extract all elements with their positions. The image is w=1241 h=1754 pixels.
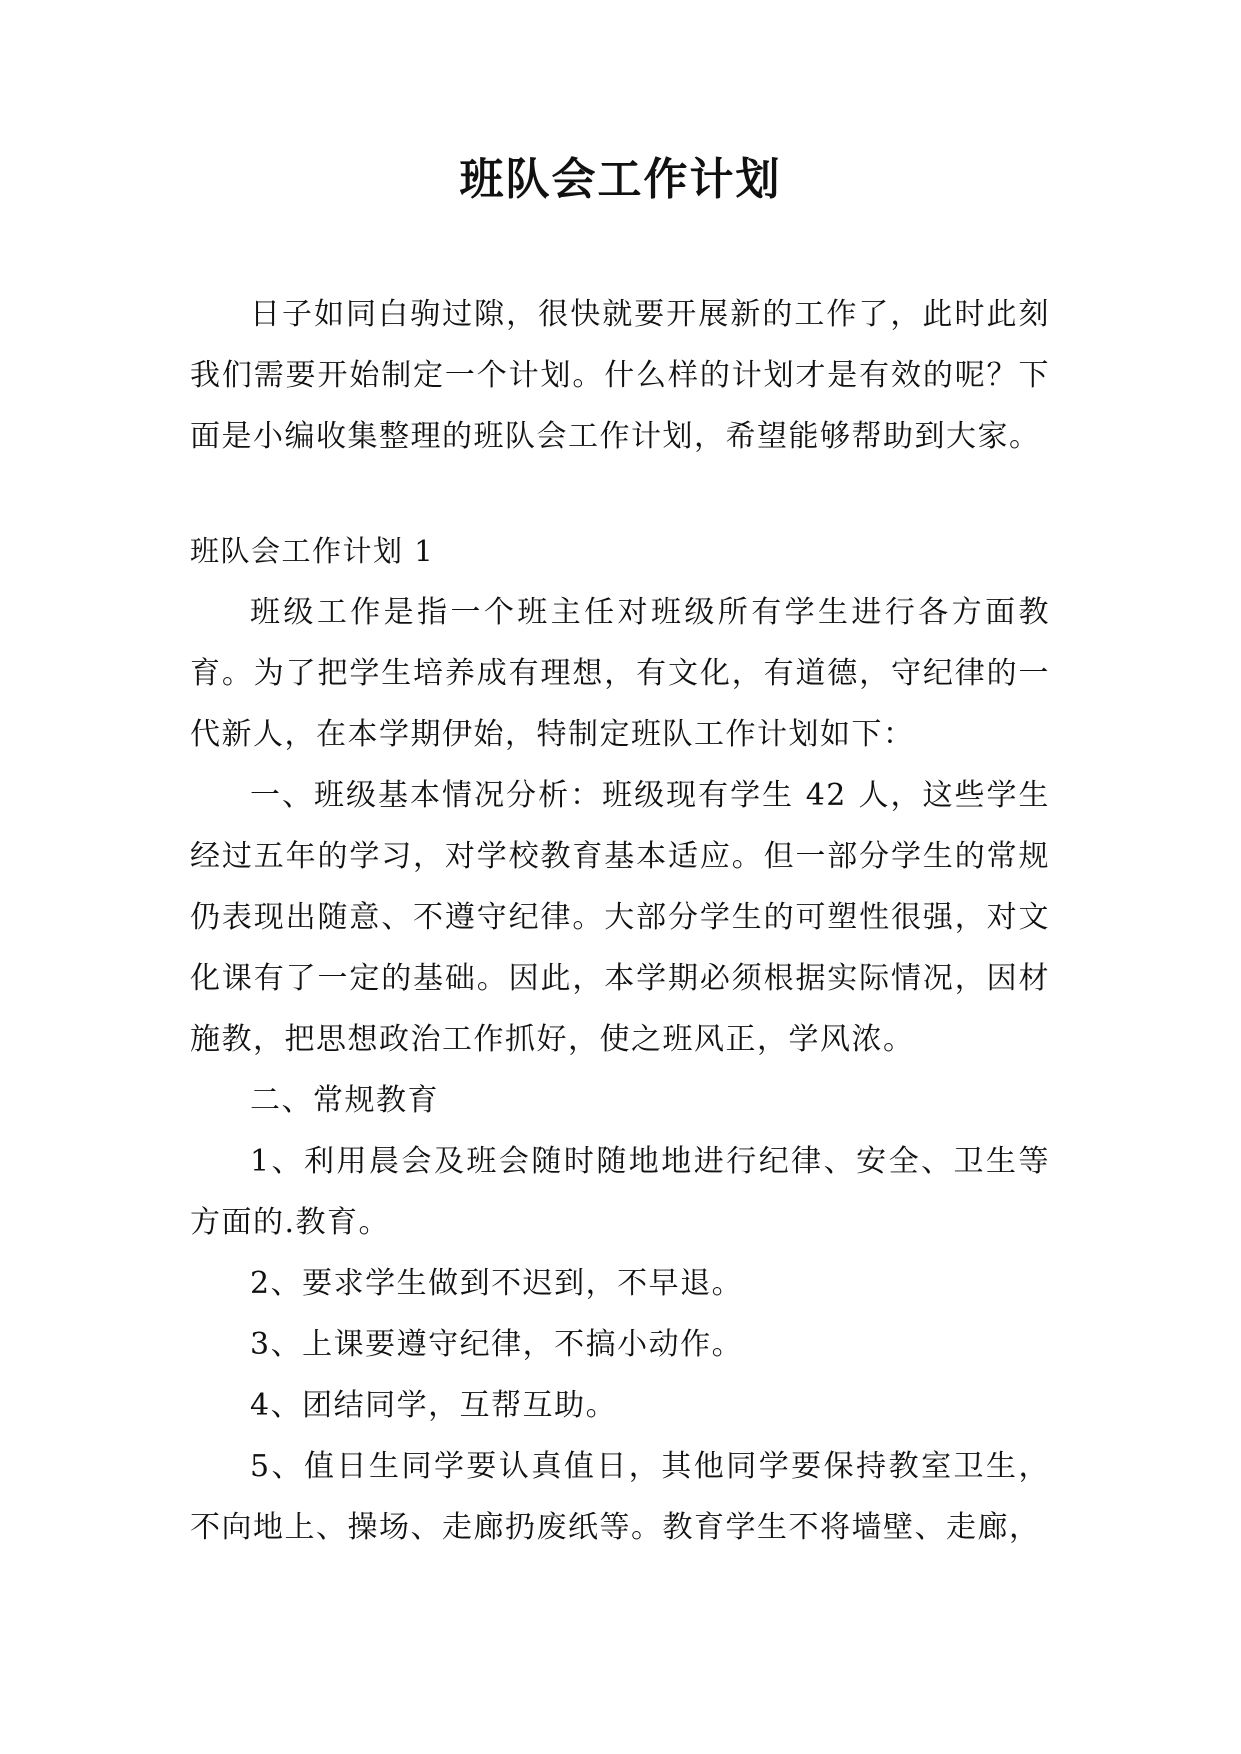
body-paragraph: 班级工作是指一个班主任对班级所有学生进行各方面教育。为了把学生培养成有理想，有文化，有道德，守纪律的一代新人，在本学期伊始，特制定班队工作计划如下： xyxy=(190,595,1050,752)
body-paragraph: 3、上课要遵守纪律，不搞小动作。 xyxy=(250,1327,744,1362)
document-title: 班队会工作计划 xyxy=(459,154,782,205)
body-paragraph: 二、常规教育 xyxy=(250,1083,439,1118)
body-paragraph: 5、值日生同学要认真值日，其他同学要保持教室卫生，不向地上、操场、走廊扔废纸等。教育学生不将墙壁、走廊， xyxy=(190,1449,1050,1545)
body-paragraph: 一、班级基本情况分析：班级现有学生 42 人，这些学生经过五年的学习，对学校教育基本适应。但一部分学生的常规仍表现出随意、不遵守纪律。大部分学生的可塑性很强，对文化课有了一定的基础。因此，本学期必须根据实际情况，因材施教，把思想政治工作抓好，使之班风正，学风浓。 xyxy=(190,778,1050,1057)
intro-paragraph: 日子如同白驹过隙，很快就要开展新的工作了，此时此刻我们需要开始制定一个计划。什么样的计划才是有效的呢？下面是小编收集整理的班队会工作计划，希望能够帮助到大家。 xyxy=(190,297,1050,454)
section-heading: 班队会工作计划 1 xyxy=(190,534,435,568)
document-body xyxy=(190,284,1050,1558)
body-paragraph: 2、要求学生做到不迟到，不早退。 xyxy=(250,1266,744,1301)
body-paragraph: 1、利用晨会及班会随时随地地进行纪律、安全、卫生等方面的.教育。 xyxy=(190,1144,1050,1240)
body-paragraph: 4、团结同学，互帮互助。 xyxy=(250,1388,618,1423)
